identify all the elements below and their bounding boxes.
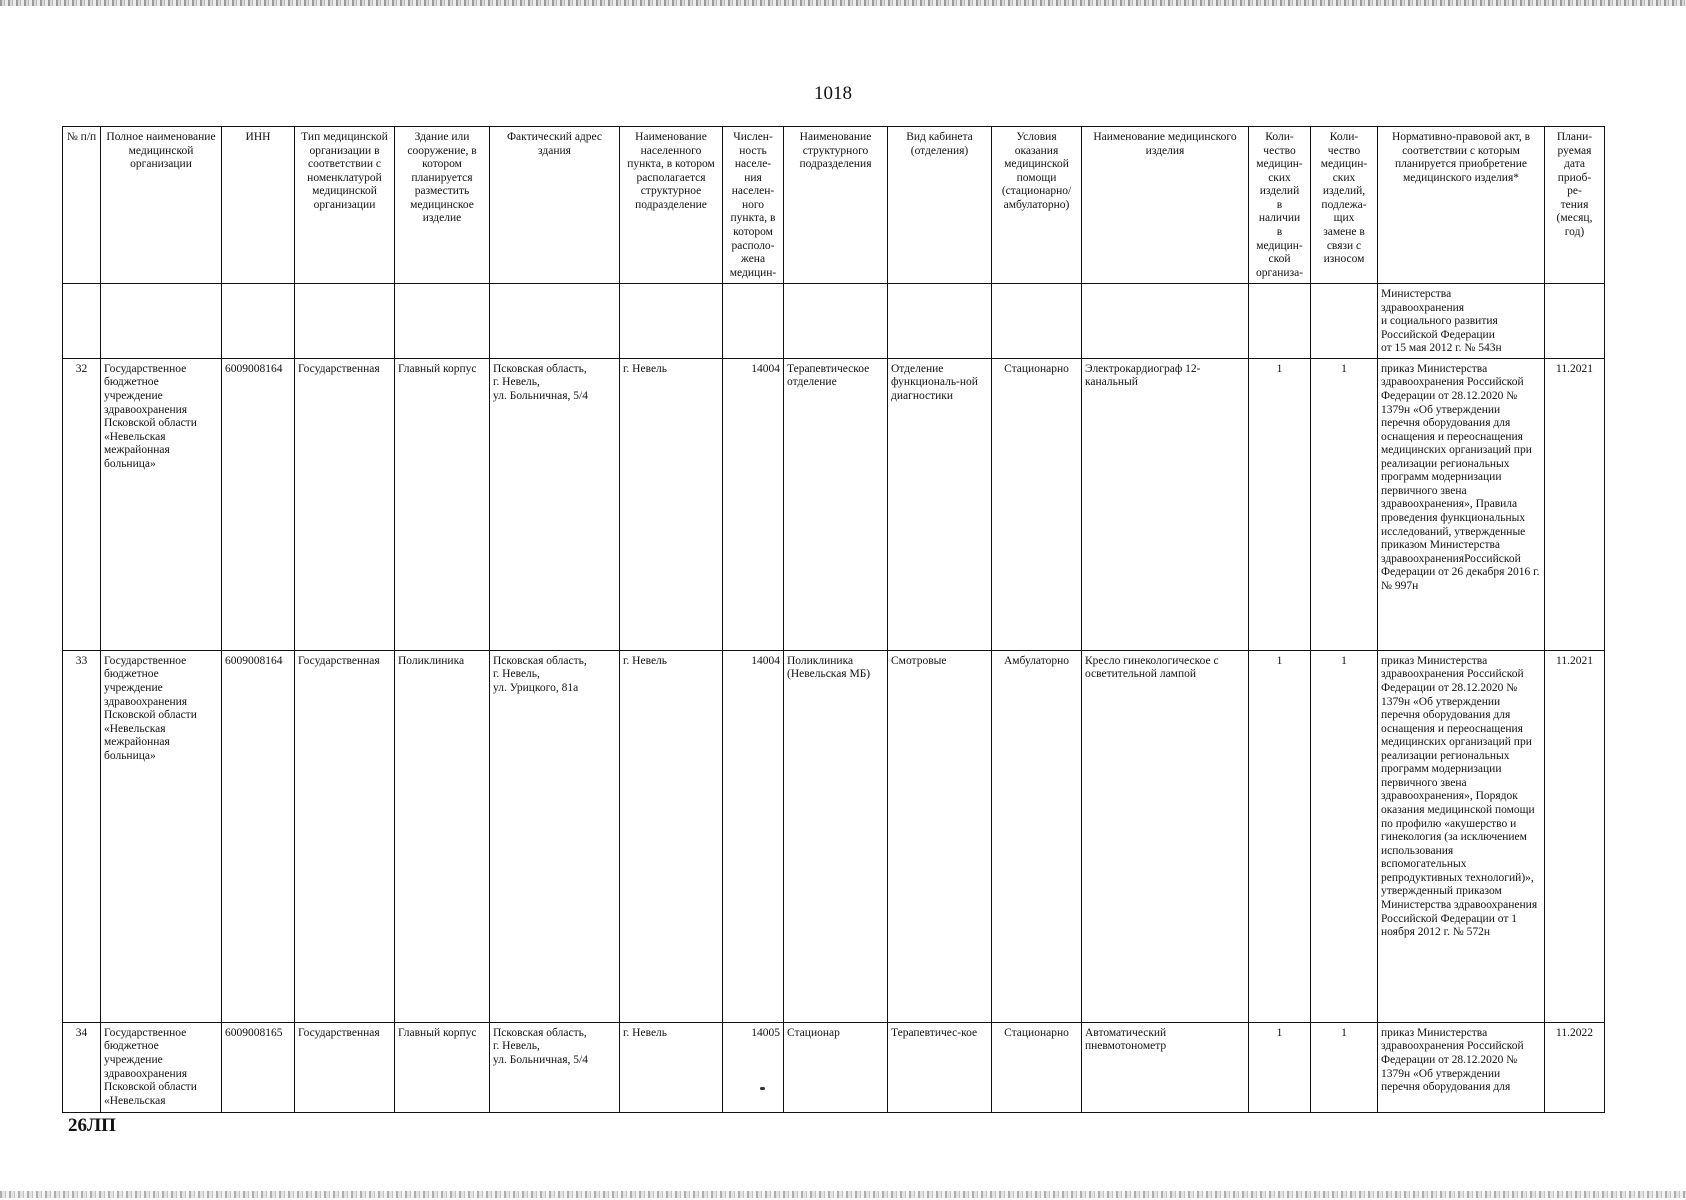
inn: 6009008165 <box>222 1022 295 1112</box>
legal-act: приказ Министерства здравоохранения Российской Федерации от 28.12.2020 № 1379н «Об утверждении перечня оборудования для <box>1378 1022 1545 1112</box>
header-division: Наименование структурного подразделения <box>784 127 888 284</box>
care-conditions: Стационарно <box>992 1022 1082 1112</box>
header-room: Вид кабинета (отделения) <box>888 127 992 284</box>
qty-replace: 1 <box>1311 1022 1378 1112</box>
building: Главный корпус <box>395 358 490 650</box>
org-type: Государственная <box>295 358 395 650</box>
purchase-date: 11.2021 <box>1545 650 1605 1022</box>
scan-edge-bottom <box>0 1191 1686 1198</box>
legal-act: приказ Министерства здравоохранения Российской Федерации от 28.12.2020 № 1379н «Об утверждении перечня оборудования для оснащения и переоснащения медицинских организаций при реализации региональных программ модернизации первичного звена здравоохранения», Правила проведения функциональных исследований, утвержденные приказом Министерства здравоохраненияРоссийской Федерации от 26 декабря 2016 г. № 997н <box>1378 358 1545 650</box>
table-row <box>63 650 1605 1022</box>
scan-ink-speck <box>760 1087 765 1090</box>
header-act: Нормативно-правовой акт, в соответствии с которым планируется приобретение медицинского изделия* <box>1378 127 1545 284</box>
org-name: Государственное бюджетное учреждение здравоохранения Псковской области «Невельская <box>101 1022 222 1112</box>
address: Псковская область, г. Невель, ул. Больничная, 5/4 <box>490 358 620 650</box>
org-name: Государственное бюджетное учреждение здравоохранения Псковской области «Невельская межрайонная больница» <box>101 358 222 650</box>
header-num: № п/п <box>63 127 101 284</box>
header-device: Наименование медицинского изделия <box>1082 127 1249 284</box>
qty-have: 1 <box>1249 358 1311 650</box>
inn: 6009008164 <box>222 358 295 650</box>
table-row <box>63 358 1605 650</box>
population: 14004 <box>723 358 784 650</box>
care-conditions: Стационарно <box>992 358 1082 650</box>
device-name: Кресло гинекологическое с осветительной лампой <box>1082 650 1249 1022</box>
population: 14004 <box>723 650 784 1022</box>
population: 14005 <box>723 1022 784 1112</box>
building: Главный корпус <box>395 1022 490 1112</box>
row-num: 33 <box>63 650 101 1022</box>
registration-mark: 26ЛП <box>68 1115 116 1136</box>
room-type: Терапевтичес-кое <box>888 1022 992 1112</box>
header-date: Плани- руемая дата приоб- ре- тения (месяц, год) <box>1545 127 1605 284</box>
org-type: Государственная <box>295 650 395 1022</box>
locality: г. Невель <box>620 650 723 1022</box>
building: Поликлиника <box>395 650 490 1022</box>
division: Терапевтическое отделение <box>784 358 888 650</box>
legal-act: приказ Министерства здравоохранения Российской Федерации от 28.12.2020 № 1379н «Об утверждении перечня оборудования для оснащения и переоснащения медицинских организаций при реализации региональных программ модернизации первичного звена здравоохранения», Порядок оказания медицинской помощи по профилю «акушерство и гинекология (за исключением использования вспомогательных репродуктивных технологий)», утвержденный приказом Министерства здравоохранения Российской Федерации от 1 ноября 2012 г. № 572н <box>1378 650 1545 1022</box>
org-name: Государственное бюджетное учреждение здравоохранения Псковской области «Невельская межрайонная больница» <box>101 650 222 1022</box>
device-name: Электрокардиограф 12-канальный <box>1082 358 1249 650</box>
purchase-date: 11.2022 <box>1545 1022 1605 1112</box>
header-row <box>63 127 1605 284</box>
row-num: 34 <box>63 1022 101 1112</box>
room-type: Смотровые <box>888 650 992 1022</box>
care-conditions: Амбулаторно <box>992 650 1082 1022</box>
scan-edge-top <box>0 0 1686 6</box>
org-type: Государственная <box>295 1022 395 1112</box>
address: Псковская область, г. Невель, ул. Урицкого, 81а <box>490 650 620 1022</box>
continuation-row <box>63 284 1605 359</box>
header-locality: Наименование населенного пункта, в котором располагается структурное подразделение <box>620 127 723 284</box>
header-qty-have: Коли- чество медицин- ских изделий в наличии в медицин- ской организа- <box>1249 127 1311 284</box>
division: Поликлиника (Невельская МБ) <box>784 650 888 1022</box>
header-address: Фактический адрес здания <box>490 127 620 284</box>
continuation-act: Министерства здравоохранения и социального развития Российской Федерации от 15 мая 2012 г. № 543н <box>1378 284 1545 359</box>
inn: 6009008164 <box>222 650 295 1022</box>
table-row <box>63 1022 1605 1112</box>
room-type: Отделение функциональ-ной диагностики <box>888 358 992 650</box>
locality: г. Невель <box>620 1022 723 1112</box>
qty-have: 1 <box>1249 1022 1311 1112</box>
qty-have: 1 <box>1249 650 1311 1022</box>
header-population: Числен- ность населе- ния населен- ного пункта, в котором располо- жена медицин- <box>723 127 784 284</box>
header-inn: ИНН <box>222 127 295 284</box>
header-building: Здание или сооружение, в котором планируется разместить медицинское изделие <box>395 127 490 284</box>
header-type: Тип медицинской организации в соответствии с номенклатурой медицинской организации <box>295 127 395 284</box>
division: Стационар <box>784 1022 888 1112</box>
row-num: 32 <box>63 358 101 650</box>
address: Псковская область, г. Невель, ул. Больничная, 5/4 <box>490 1022 620 1112</box>
header-qty-replace: Коли- чество медицин- ских изделий, подлежа- щих замене в связи с износом <box>1311 127 1378 284</box>
locality: г. Невель <box>620 358 723 650</box>
page-number: 1018 <box>814 83 852 104</box>
device-name: Автоматический пневмотонометр <box>1082 1022 1249 1112</box>
purchase-date: 11.2021 <box>1545 358 1605 650</box>
qty-replace: 1 <box>1311 650 1378 1022</box>
header-conditions: Условия оказания медицинской помощи (стационарно/ амбулаторно) <box>992 127 1082 284</box>
header-org: Полное наименование медицинской организации <box>101 127 222 284</box>
qty-replace: 1 <box>1311 358 1378 650</box>
equipment-table <box>62 126 1605 1113</box>
